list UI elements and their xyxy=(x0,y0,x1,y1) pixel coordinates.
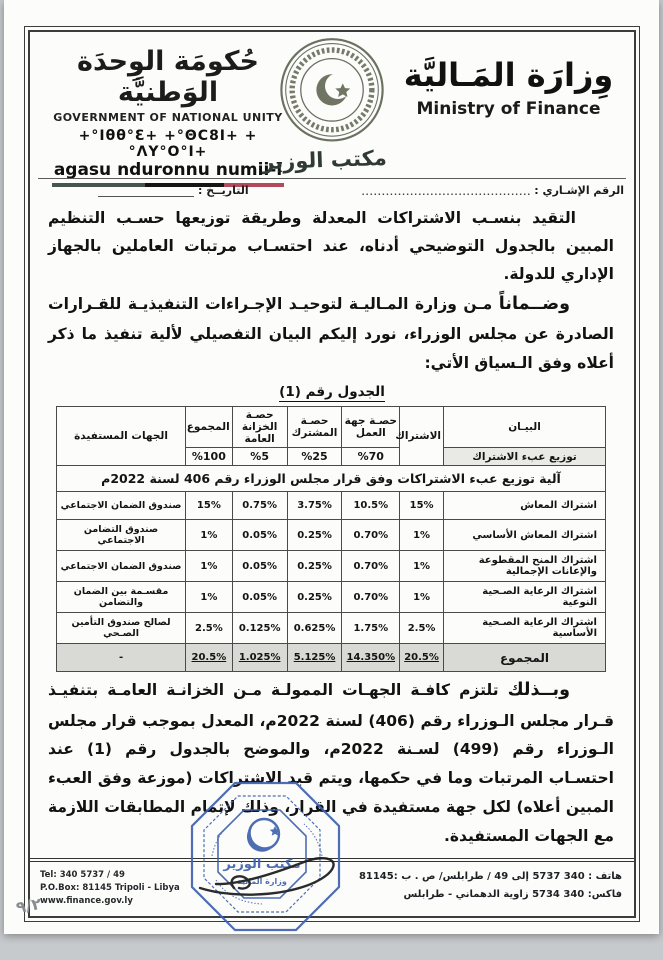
col-subscriber-share: حصـة المشترك xyxy=(287,407,342,448)
col-bayan-sub: توزيع عبء الاشتراك xyxy=(444,448,606,466)
header-divider xyxy=(38,178,626,179)
ministry-finance-block xyxy=(391,58,626,119)
table-row: اشتراك الرعاية الصـحية الأساسية 2.5% 1.75% 0.625% 0.125% 2.5% لصالح صندوق التأمين الصـحي xyxy=(57,613,606,644)
table-header-row-1 xyxy=(57,407,606,448)
svg-text:وزارة المالية: وزارة المالية xyxy=(237,877,287,886)
letter-page xyxy=(4,0,659,934)
table-row: اشتراك الرعاية الصـحية النوعية 1% 0.70% 0.25% 0.05% 1% مقسـمة بين الضمان والتضامن xyxy=(57,582,606,613)
handwritten-page-number: ٩/٢ xyxy=(14,893,43,918)
footer-contact-english xyxy=(30,862,180,909)
reference-dots: .......................................... xyxy=(361,188,532,197)
col-beneficiary: الجهات المستفيدة xyxy=(57,407,186,466)
gov-latin-title: agasu nduronnu numii-ī xyxy=(53,160,283,181)
paragraph-1: التقيد بنسـب الاشتراكات المعدلة وطريقة توزيعها حسـب التنظيم المبين بالجدول التوضيحي أدناه، عند احتسـاب مرتبات العاملين بالجهاز الإداري للدولة. xyxy=(48,209,614,284)
minister-office-title: مكتب الوزير xyxy=(261,145,388,175)
table-title: الجدول رقم (1) xyxy=(279,384,385,400)
col-ishtirak: الاشتراك xyxy=(400,407,444,466)
gov-arabic-title: حُكومَة الوِحدَة الوَطنيَّة xyxy=(77,46,259,109)
reference-label: الرقم الإشـاري : xyxy=(534,184,624,197)
paragraph-2 xyxy=(48,289,614,377)
footer-phone-ar: هاتف : 340 5737 إلى 49 / طرابلس/ ص . ب :81145 xyxy=(358,871,622,882)
government-unity-block xyxy=(42,46,294,187)
footer-pobox: P.O.Box: 81145 Tripoli - Libya xyxy=(40,883,180,894)
footer-tel: Tel: 340 5737 / 49 xyxy=(40,870,125,880)
svg-text:مكتب الوزير: مكتب الوزير xyxy=(223,857,301,872)
col-treasury-share: حصـة الخزانة العامة xyxy=(232,407,287,448)
col-bayan: البيـان xyxy=(444,407,606,448)
contribution-table-wrap xyxy=(56,406,606,672)
col-total-pct: %100 xyxy=(186,448,233,466)
paragraph-2-lead: وضــماناً xyxy=(498,293,570,314)
table-caption-row xyxy=(57,466,606,492)
body-paragraphs xyxy=(48,204,614,377)
footer-contact-arabic xyxy=(359,862,634,903)
ministry-english-title: Ministry of Finance xyxy=(416,99,601,120)
col-total: المجموع xyxy=(186,407,233,448)
table-row: اشتراك المعاش 15% 10.5% 3.75% 0.75% 15% صندوق الضمان الاجتماعي xyxy=(57,492,606,520)
table-row: اشتراك المنح المقطوعة والإعانات الإجمالية 1% 0.70% 0.25% 0.05% 1% صندوق الضمان الاجتماعي xyxy=(57,551,606,582)
gov-tifinagh-title: +°Iθθ°Ɛ+ +°ΘC8I+ +°ΛΥ°Ο°I+ xyxy=(78,128,258,161)
paragraph-3-rest: تلتزم كافـة الجهـات الممولـة مـن الخزانـة العامـة بتنفيـذ قـرار مجلس الـوزراء رقم (406) لسنة 2022م، المعدل بموجب قرار مجلس الـوزراء رقم (499) لسـنة 2022م، والموضح بالجدول رقم (1) عند احتسـاب المرتبات وما في حكمها، ويتم قيد الاشتراكات (موزعة وفق العبء المبين أعلاه) لكل جهة مستفيدة في القرار، وذلك لإتمام المطابقات اللازمة مع الجهات المستفيدة. xyxy=(48,681,614,845)
official-stamp-and-signature xyxy=(182,768,352,952)
col-treasury-pct: %5 xyxy=(232,448,287,466)
table-caption: آلية توزيع عبء الاشتراكات وفق قرار مجلس الوزراء رقم 406 لسنة 2022م xyxy=(57,466,606,492)
ministry-arabic-title: وِزارَة المَـاليَّة xyxy=(403,56,614,94)
col-employer-share: حصـة جهة العمل xyxy=(342,407,400,448)
col-employer-pct: %70 xyxy=(342,448,400,466)
seal-block xyxy=(267,36,397,152)
government-seal-icon xyxy=(278,36,386,148)
reference-number-field xyxy=(362,184,624,197)
contribution-table xyxy=(56,406,606,672)
date-blank-line xyxy=(98,186,194,197)
date-label: التاريــخ : xyxy=(198,184,249,197)
gov-english-title: GOVERNMENT OF NATIONAL UNITY xyxy=(53,111,283,125)
octagon-stamp-icon xyxy=(192,783,339,930)
footer-website: www.finance.gov.ly xyxy=(40,896,133,907)
paragraph-2-rest: مـن وزارة المـاليـة لتوحيـد الإجـراءات التنفيذيـة للقـرارات الصادرة عن مجلس الوزراء، نورد إليكم البيان التفصيلي لألية تنفيذ ما ذكر أعلاه وفق الـسياق الأتي: xyxy=(48,294,614,372)
reference-row xyxy=(42,184,624,197)
table-row: اشتراك المعاش الأساسي 1% 0.70% 0.25% 0.05% 1% صندوق التضامن الاجتماعي xyxy=(57,520,606,551)
paragraph-3-lead: وبــذلك xyxy=(507,680,570,700)
footer-fax-ar: فاكس: 340 5734 زاوية الدهماني - طرابلس xyxy=(403,888,622,900)
table-total-row: المجموع 20.5% 14.350% 5.125% 1.025% 20.5% - xyxy=(57,644,606,672)
col-subscriber-pct: %25 xyxy=(287,448,342,466)
date-field xyxy=(98,184,249,197)
